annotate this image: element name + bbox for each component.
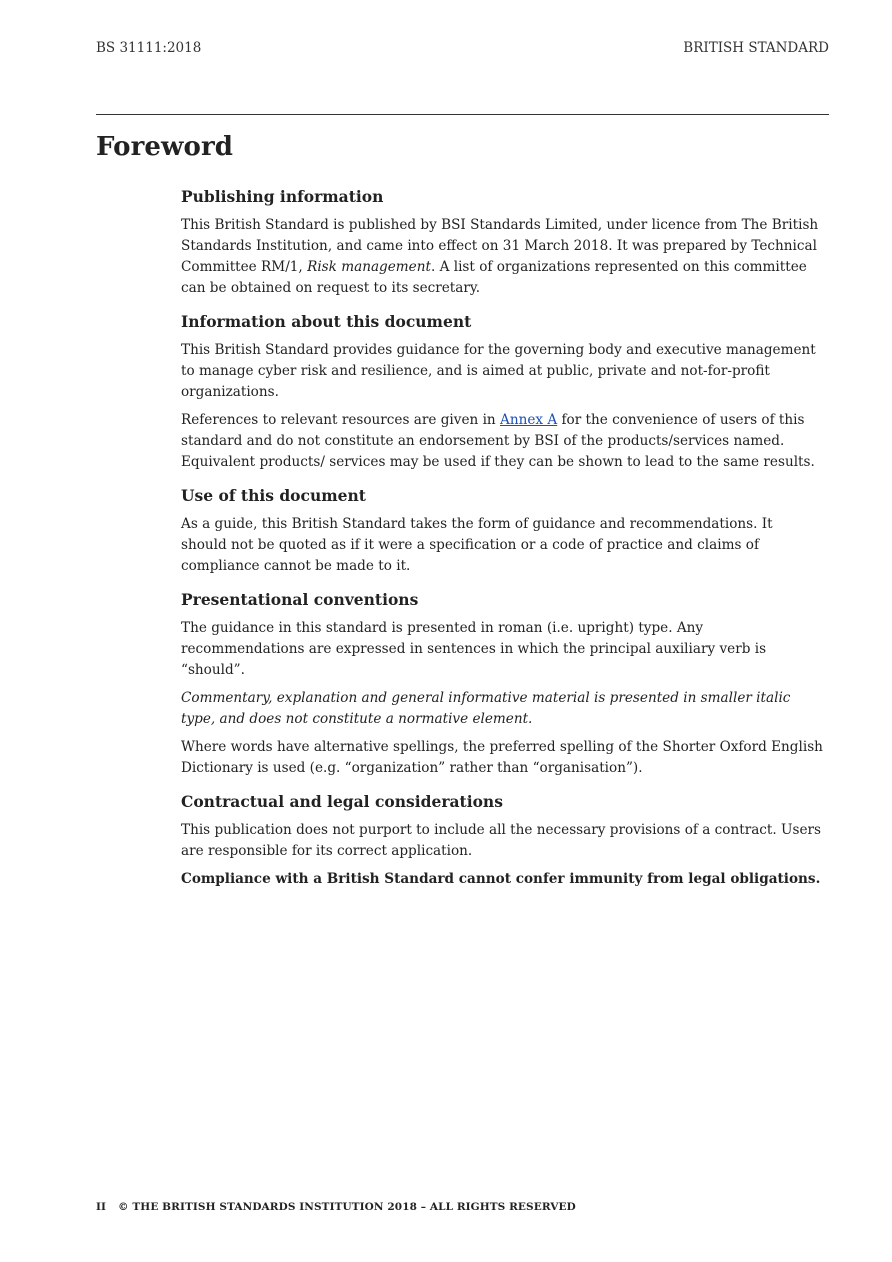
section-heading: Contractual and legal considerations [181, 792, 503, 811]
header-rule [96, 114, 829, 115]
paragraph [181, 215, 826, 299]
text-run: References to relevant resources are given in [181, 412, 500, 428]
page-number: II [96, 1201, 107, 1213]
publication-type: BRITISH STANDARD [683, 40, 829, 56]
section-contractual-legal [181, 791, 826, 890]
section-heading: Publishing information [181, 187, 384, 206]
standard-number: BS 31111:2018 [96, 40, 202, 56]
text-run: . A list of organizations represented on this committee can be obtained on request to its secretary. [181, 259, 807, 296]
section-heading: Presentational conventions [181, 590, 419, 609]
paragraph: This publication does not purport to include all the necessary provisions of a contract. Users are responsible for its correct application. [181, 822, 821, 859]
page-title: Foreword [96, 132, 234, 162]
section-use-of-document [181, 485, 826, 577]
paragraph: This British Standard provides guidance for the governing body and executive management to manage cyber risk and resilience, and is aimed at public, private and not-for-profit organizations. [181, 342, 816, 400]
paragraph: The guidance in this standard is presented in roman (i.e. upright) type. Any recommendations are expressed in sentences in which the principal auxiliary verb is “should”. [181, 620, 767, 678]
copyright-notice: © THE BRITISH STANDARDS INSTITUTION 2018 – ALL RIGHTS RESERVED [118, 1201, 576, 1213]
commentary-paragraph: Commentary, explanation and general informative material is presented in smaller italic type, and does not constitute a normative element. [181, 690, 791, 727]
paragraph: Where words have alternative spellings, the preferred spelling of the Shorter Oxford English Dictionary is used (e.g. “organization” rather than “organisation”). [181, 739, 823, 776]
paragraph: As a guide, this British Standard takes the form of guidance and recommendations. It should not be quoted as if it were a specification or a code of practice and claims of compliance cannot be made to it. [181, 516, 773, 574]
text-run: for the convenience of users of this standard and do not constitute an endorsement by BSI of the products/services named. Equivalent products/ services may be used if they can be shown to lead to the same results. [181, 412, 815, 470]
paragraph [181, 410, 826, 473]
section-heading: Information about this document [181, 312, 472, 331]
page-footer [96, 1201, 576, 1213]
legal-statement: Compliance with a British Standard cannot confer immunity from legal obligations. [181, 871, 821, 887]
foreword-content [181, 186, 826, 902]
text-run: This British Standard is published by BSI Standards Limited, under licence from The British Standards Institution, and came into effect on 31 March 2018. It was prepared by Technical Committee RM/1, [181, 217, 819, 275]
annex-a-link[interactable]: Annex A [500, 412, 558, 428]
section-heading: Use of this document [181, 486, 366, 505]
section-information-about-document [181, 311, 826, 473]
section-publishing-information [181, 186, 826, 299]
section-presentational-conventions [181, 589, 826, 779]
committee-title: Risk management [307, 259, 431, 275]
